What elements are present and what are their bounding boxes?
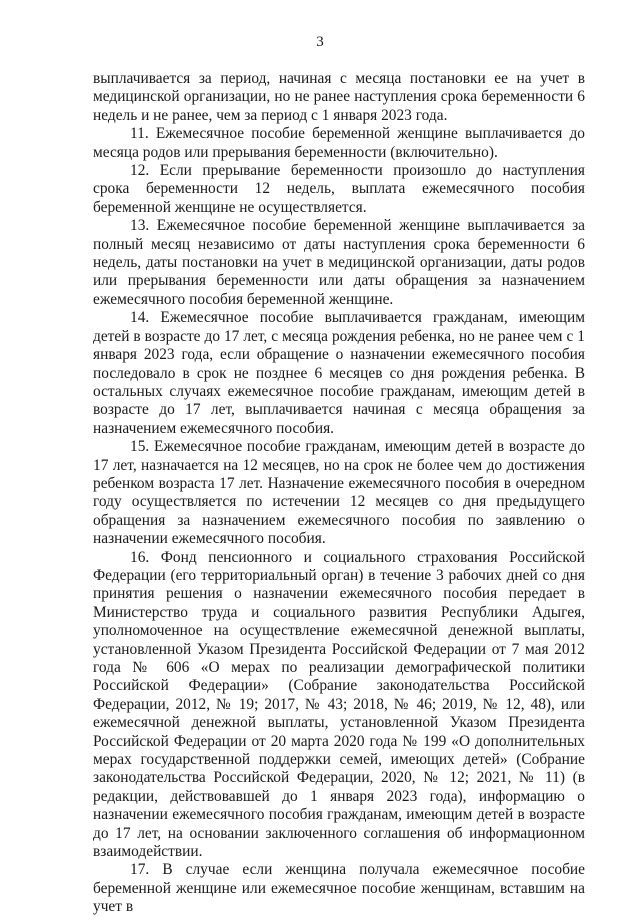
paragraph-13: 13. Ежемесячное пособие беременной женщине выплачивается за полный месяц независимо от даты наступления срока беременности 6 недель, даты постановки на учет в медицинской организации, даты родов или прерывания беременности или даты обращения за назначением ежемесячного пособия беременной женщине.	[93, 217, 585, 308]
paragraph-16: 16. Фонд пенсионного и социального страхования Российской Федерации (его территориальный орган) в течение 3 рабочих дней со дня принятия решения о назначении ежемесячного пособия передает в Министерство труда и социального развития Республики Адыгея, уполномоченное на осуществление ежемесячной денежной выплаты, установленной Указом Президента Российской Федерации от 7 мая 2012 года № 606 «О мерах по реализации демографической политики Российской Федерации» (Собрание законодательства Российской Федерации, 2012, № 19; 2017, № 43; 2018, № 46; 2019, № 12, 48), или ежемесячной денежной выплаты, установленной Указом Президента Российской Федерации от 20 марта 2020 года № 199 «О дополнительных мерах государственной поддержки семей, имеющих детей» (Собрание законодательства Российской Федерации, 2020, № 12; 2021, № 11) (в редакции, действовавшей до 1 января 2023 года), информацию о назначении ежемесячного пособия гражданам, имеющим детей в возрасте до 17 лет, на основании заключенного соглашения об информационном взаимодействии.	[93, 548, 585, 861]
paragraph-17: 17. В случае если женщина получала ежемесячное пособие беременной женщине или ежемесячное пособие женщинам, вставшим на учет в	[93, 861, 585, 916]
paragraph-14: 14. Ежемесячное пособие выплачивается гражданам, имеющим детей в возрасте до 17 лет, с месяца рождения ребенка, но не ранее чем с 1 января 2023 года, если обращение о назначении ежемесячного пособия последовало в срок не позднее 6 месяцев со дня рождения ребенка. В остальных случаях ежемесячное пособие гражданам, имеющим детей в возрасте до 17 лет, выплачивается начиная с месяца обращения за назначением ежемесячного пособия.	[93, 309, 585, 437]
document-body	[93, 70, 585, 917]
paragraph-10-continuation: выплачивается за период, начиная с месяца постановки ее на учет в медицинской организации, но не ранее наступления срока беременности 6 недель и не ранее, чем за период с 1 января 2023 года.	[93, 70, 585, 124]
page-number: 3	[316, 34, 324, 50]
paragraph-11: 11. Ежемесячное пособие беременной женщине выплачивается до месяца родов или прерывания беременности (включительно).	[93, 125, 585, 161]
paragraph-12: 12. Если прерывание беременности произошло до наступления срока беременности 12 недель, выплата ежемесячного пособия беременной женщине не осуществляется.	[93, 162, 585, 216]
paragraph-15: 15. Ежемесячное пособие гражданам, имеющим детей в возрасте до 17 лет, назначается на 12 месяцев, но на срок не более чем до достижения ребенком возраста 17 лет. Назначение ежемесячного пособия в очередном году осуществляется по истечении 12 месяцев со дня предыдущего обращения за назначением ежемесячного пособия по заявлению о назначении ежемесячного пособия.	[93, 438, 585, 548]
